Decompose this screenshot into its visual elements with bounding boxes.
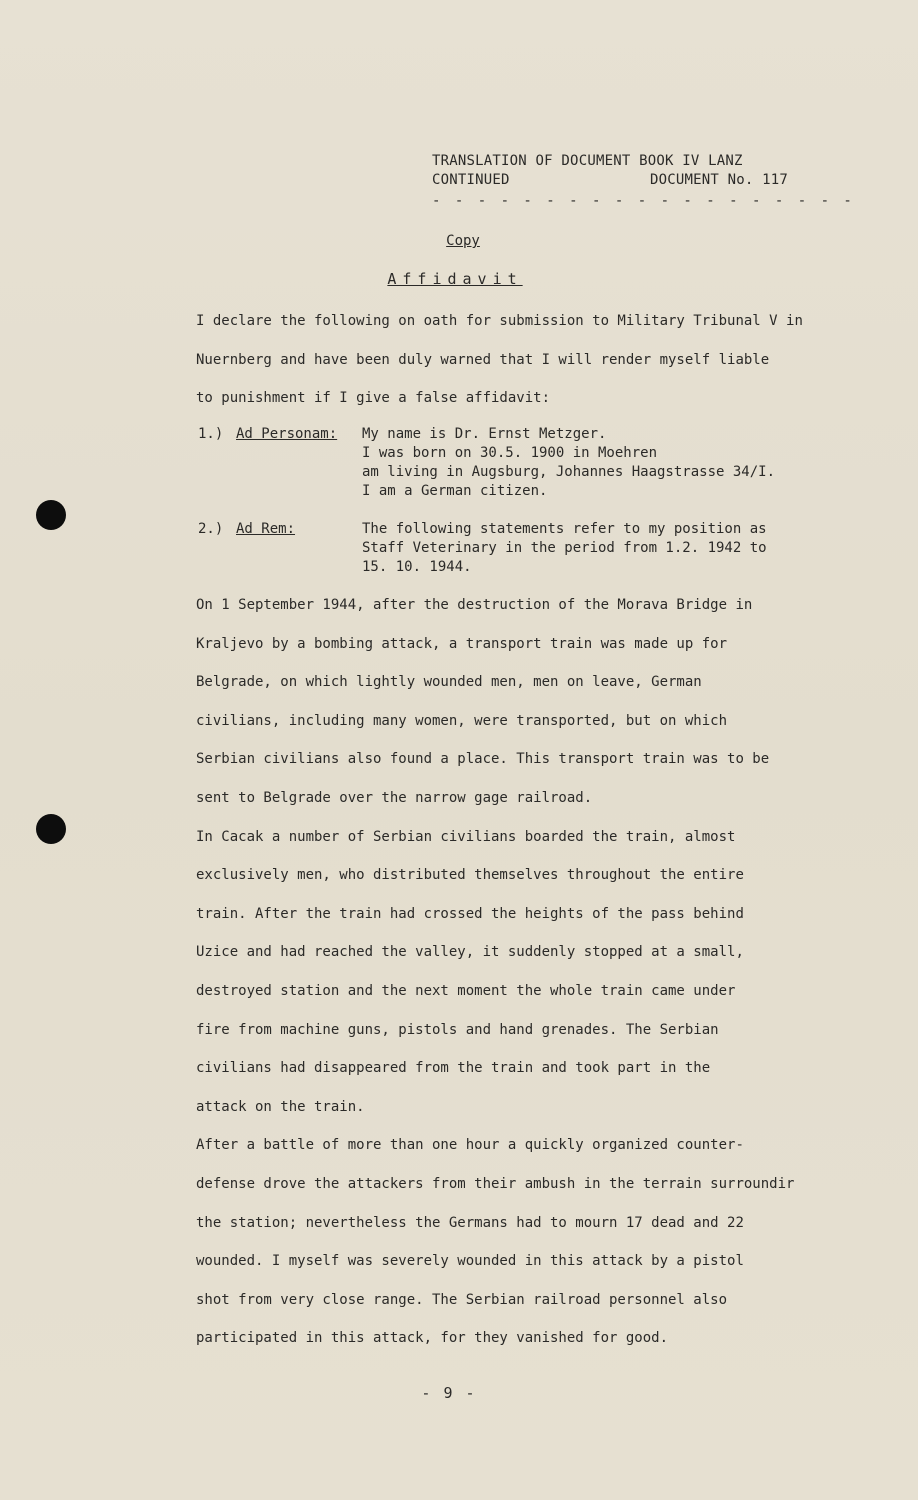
header-divider: - - - - - - - - - - - - - - - - - - -: [432, 193, 855, 209]
item-content: [362, 425, 775, 501]
narrative-line: shot from very close range. The Serbian railroad personnel also: [196, 1291, 728, 1308]
narrative-line: attack on the train.: [196, 1098, 365, 1115]
intro-paragraph: [196, 302, 888, 418]
punch-hole-bottom: [36, 814, 66, 844]
narrative-line: train. After the train had crossed the heights of the pass behind: [196, 905, 744, 922]
header-row: [432, 171, 788, 190]
narrative-line: In Cacak a number of Serbian civilians boarded the train, almost: [196, 828, 736, 845]
header-continued: CONTINUED: [432, 172, 510, 188]
narrative-line: the station; nevertheless the Germans had to mourn 17 dead and 22: [196, 1214, 744, 1231]
item-label: Ad Rem:: [236, 521, 296, 537]
item-ad-personam: [198, 425, 775, 501]
document-header: [432, 152, 855, 211]
narrative-line: civilians had disappeared from the train and took part in the: [196, 1060, 711, 1077]
page-number: - 9 -: [421, 1384, 477, 1402]
narrative-line: destroyed station and the next moment the whole train came under: [196, 982, 736, 999]
narrative-paragraph: [196, 586, 888, 1358]
item-line: My name is Dr. Ernst Metzger.: [362, 426, 607, 442]
narrative-line: exclusively men, who distributed themselves throughout the entire: [196, 867, 744, 884]
item-line: I was born on 30.5. 1900 in Moehren: [362, 445, 658, 461]
header-document-number: DOCUMENT No. 117: [649, 172, 788, 188]
narrative-line: sent to Belgrade over the narrow gage railroad.: [196, 789, 593, 806]
item-line: Staff Veterinary in the period from 1.2. 1942 to: [362, 540, 767, 556]
punch-hole-top: [36, 500, 66, 530]
narrative-line: civilians, including many women, were transported, but on which: [196, 712, 728, 729]
narrative-line: wounded. I myself was severely wounded in this attack by a pistol: [196, 1253, 744, 1270]
narrative-line: After a battle of more than one hour a quickly organized counter-: [196, 1137, 744, 1154]
item-ad-rem: [198, 520, 767, 577]
item-label: Ad Personam:: [236, 426, 338, 442]
item-line: am living in Augsburg, Johannes Haagstrasse 34/I.: [362, 464, 776, 480]
narrative-line: On 1 September 1944, after the destruction of the Morava Bridge in: [196, 597, 753, 613]
narrative-line: Uzice and had reached the valley, it suddenly stopped at a small,: [196, 944, 744, 961]
item-number: 2.): [198, 521, 224, 537]
header-title: TRANSLATION OF DOCUMENT BOOK IV LANZ: [432, 153, 743, 169]
item-line: The following statements refer to my position as: [362, 521, 767, 537]
narrative-line: fire from machine guns, pistols and hand grenades. The Serbian: [196, 1021, 719, 1038]
narrative-line: defense drove the attackers from their ambush in the terrain surroundir: [196, 1175, 795, 1192]
affidavit-title: Affidavit: [387, 270, 523, 288]
item-content: [362, 520, 767, 577]
copy-label: Copy: [446, 233, 480, 249]
intro-line: to punishment if I give a false affidavit:: [196, 390, 551, 407]
narrative-line: Serbian civilians also found a place. This transport train was to be: [196, 751, 770, 768]
intro-line: I declare the following on oath for submission to Military Tribunal V in: [196, 313, 803, 329]
item-line: 15. 10. 1944.: [362, 559, 472, 575]
narrative-line: Kraljevo by a bombing attack, a transport train was made up for: [196, 635, 728, 652]
narrative-line: Belgrade, on which lightly wounded men, men on leave, German: [196, 674, 702, 691]
narrative-line: participated in this attack, for they vanished for good.: [196, 1330, 669, 1347]
item-line: I am a German citizen.: [362, 483, 548, 499]
intro-line: Nuernberg and have been duly warned that I will render myself liable: [196, 351, 770, 368]
item-number: 1.): [198, 426, 224, 442]
